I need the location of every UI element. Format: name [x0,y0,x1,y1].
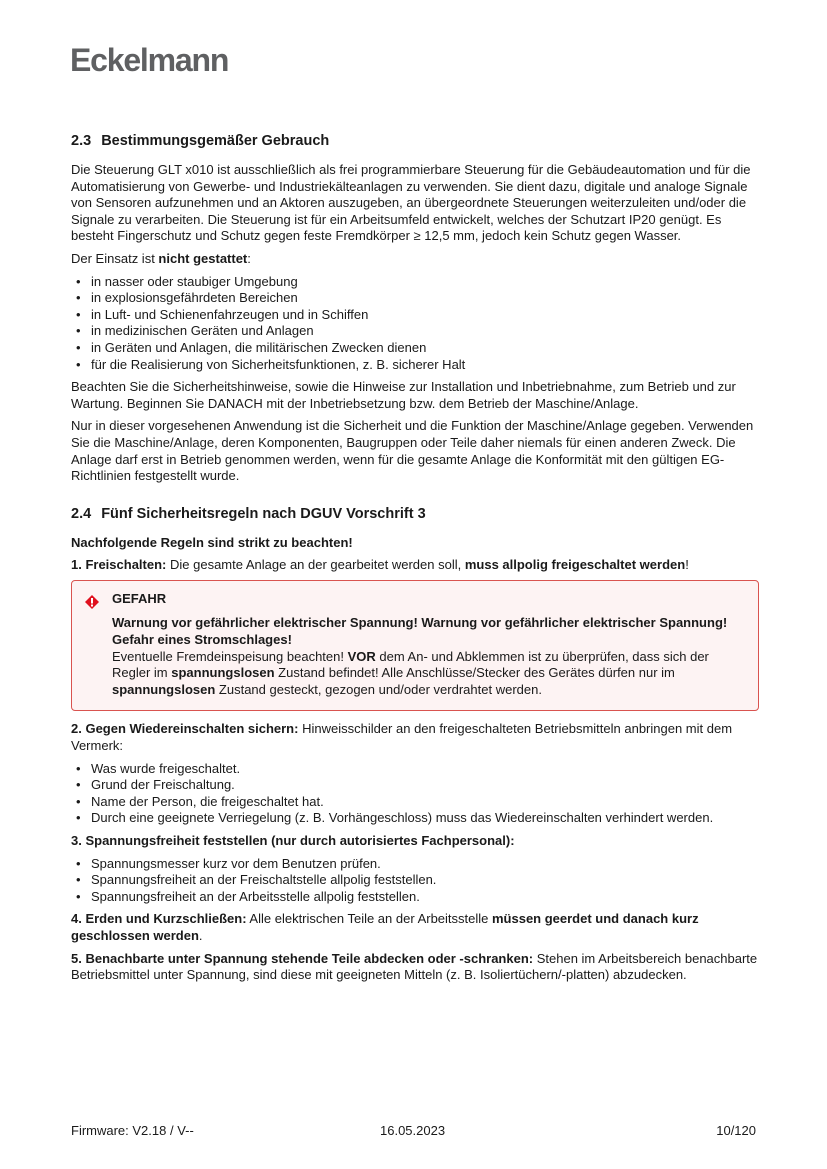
page-content [71,132,759,990]
eckelmann-logo: Eckelmann [70,42,229,78]
list-item: • in Geräten und Anlagen, die militärischen Zwecken dienen [71,340,759,357]
paragraph: Der Einsatz ist nicht gestattet: [71,250,251,266]
list-item: • Spannungsfreiheit an der Arbeitsstelle allpolig feststellen. [71,889,759,906]
paragraph: Nur in dieser vorgesehenen Anwendung ist die Sicherheit und die Funktion der Maschine/Anlage gegeben. Verwenden Sie die Maschine/Anlage, deren Komponenten, Baugruppen oder Teile daher niemals für einen anderen Zweck. Die Anlage darf erst in Betrieb genommen werden, wenn für die gesamte Anlage die Konformität mit den gültigen EG-Richtlinien festgestellt wurde. [71,418,754,484]
footer-firmware: Firmware: V2.18 / V-- [71,1123,194,1138]
footer-page-number: 10/120 [716,1123,756,1138]
list-item: • Spannungsfreiheit an der Freischaltstelle allpolig feststellen. [71,872,759,889]
list-item: • in Luft- und Schienenfahrzeugen und in Schiffen [71,307,759,324]
list-item: • in explosionsgefährdeten Bereichen [71,290,759,307]
danger-box [71,580,759,712]
intro: Nachfolgende Regeln sind strikt zu beachten! [71,534,353,550]
list-item: • Spannungsmesser kurz vor dem Benutzen prüfen. [71,856,759,873]
rule-4: 4. Erden und Kurzschließen: Alle elektrischen Teile an der Arbeitsstelle müssen geerdet und danach kurz geschlossen werden. [71,911,699,943]
paragraph: Die Steuerung GLT x010 ist ausschließlich als frei programmierbare Steuerung für die Gebäudeautomation und für die Automatisierung von Gewerbe- und Industriekälteanlagen zu verwenden. Sie dient dazu, digitale und analoge Signale von Sensoren aufzunehmen und an Aktoren auszugeben, an übergeordnete Steuerungen weiterzuleiten und/oder die Signale zu verarbeiten. Die Steuerung ist für ein Arbeitsumfeld entwickelt, welches der Schutzart IP20 genügt. Es besteht Fingerschutz und Schutz gegen feste Fremdkörper ≥ 12,5 mm, jedoch kein Schutz gegen Wasser. [71,162,751,244]
rule-2: 2. Gegen Wiedereinschalten sichern: Hinweisschilder an den freigeschalteten Betriebsmitteln anbringen mit dem Vermerk: [71,721,733,754]
section-heading-2-4: 2.4 Fünf Sicherheitsregeln nach DGUV Vorschrift 3 [71,505,426,522]
footer-date: 16.05.2023 [380,1123,446,1138]
rule-2-list [71,761,759,827]
danger-title: GEFAHR [112,590,167,606]
rule-5: 5. Benachbarte unter Spannung stehende Teile abdecken oder -schranken: Stehen im Arbeitsbereich benachbarte Betriebsmittel unter Spannung, sind diese mit geeigneten Mitteln (z. B. Isoliertüchern/-platten) abzudecken. [71,950,758,983]
paragraph: Beachten Sie die Sicherheitshinweise, sowie die Hinweise zur Installation und Inbetriebnahme, zum Betrieb und zur Wartung. Beginnen Sie DANACH mit der Inbetriebsetzung bzw. dem Betrieb der Maschine/Anlage. [71,379,736,411]
list-item: • für die Realisierung von Sicherheitsfunktionen, z. B. sicherer Halt [71,357,759,374]
rule-1: 1. Freischalten: Die gesamte Anlage an der gearbeitet werden soll, muss allpolig freigeschaltet werden! [71,557,689,573]
list-item: • Durch eine geeignete Verriegelung (z. B. Vorhängeschloss) muss das Wiedereinschalten verhindert werden. [71,810,759,827]
list-item: • Was wurde freigeschaltet. [71,761,759,778]
list-item: • Grund der Freischaltung. [71,777,759,794]
section-heading-2-3: 2.3 Bestimmungsgemäßer Gebrauch [71,133,330,149]
warning-diamond-icon [85,595,99,609]
rule-3: 3. Spannungsfreiheit feststellen (nur durch autorisiertes Fachpersonal): [71,833,515,848]
rule-3-list [71,856,759,906]
list-item: • Name der Person, die freigeschaltet hat. [71,794,759,811]
not-permitted-list [71,274,759,374]
danger-text: Warnung vor gefährlicher elektrischer Spannung! Warnung vor gefährlicher elektrischer Spannung! Gefahr eines Stromschlages! Eventuelle Fremdeinspeisung beachten! VOR dem An- und Abklemmen ist zu überprüfen, dass sich der Regler im spannungslosen Zustand befindet! Alle Anschlüsse/Stecker des Gerätes dürfen nur im spannungslosen Zustand gesteckt, gezogen und/oder verdrahtet werden. [112,615,728,697]
list-item: • in nasser oder staubiger Umgebung [71,274,759,291]
list-item: • in medizinischen Geräten und Anlagen [71,323,759,340]
